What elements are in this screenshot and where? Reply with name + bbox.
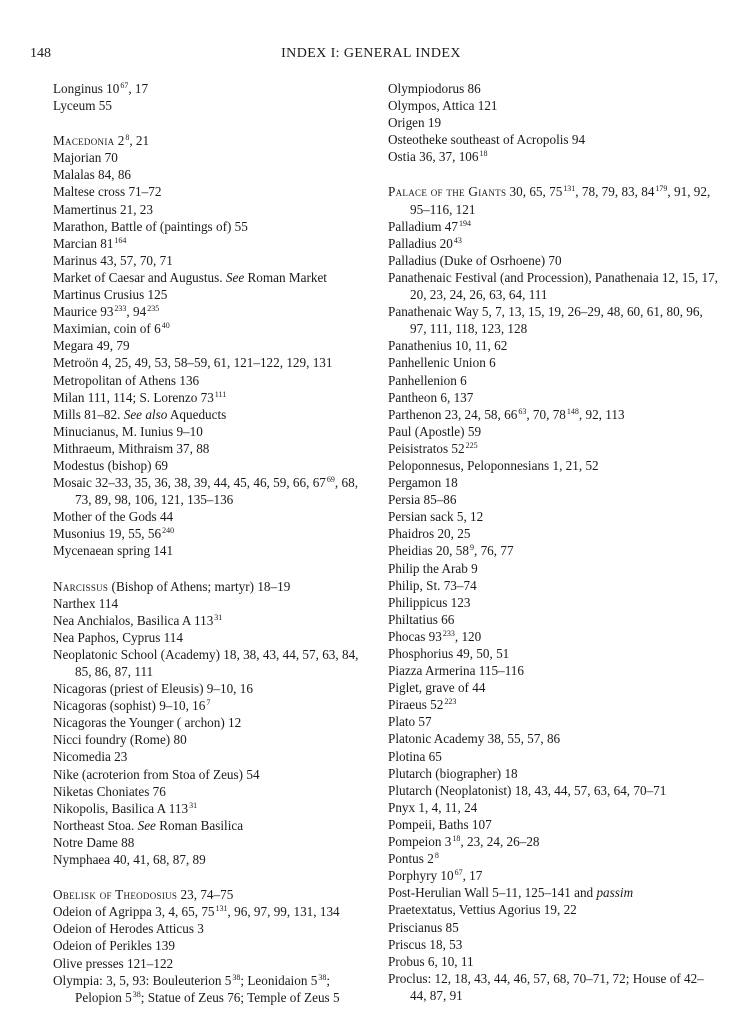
entry-text: Plutarch (Neoplatonist) 18, 43, 44, 57, 63, 64, 70–71	[388, 782, 667, 798]
entry-text: Probus 6, 10, 11	[388, 953, 474, 969]
entry-text: Nike (acroterion from Stoa of Zeus) 54	[53, 766, 260, 782]
index-entry	[388, 354, 718, 371]
entry-text: Palladius (Duke of Osrhoene) 70	[388, 252, 562, 268]
index-entry	[53, 166, 368, 183]
index-entry	[53, 731, 368, 748]
entry-text: Odeion of Perikles 139	[53, 938, 175, 954]
section-gap	[53, 114, 368, 132]
entry-text: Philip the Arab 9	[388, 560, 478, 576]
index-entry	[388, 765, 718, 782]
entry-text: Mosaic 32–33, 35, 36, 38, 39, 44, 45, 46, 59, 66, 67	[53, 475, 326, 491]
footnote-superscript: 38	[132, 989, 141, 999]
index-entry	[388, 235, 718, 252]
index-column-right	[388, 80, 718, 1004]
index-entry	[388, 303, 718, 337]
entry-text: 23, 74–75	[177, 887, 234, 903]
entry-text: ; Statue of Zeus 76; Temple of Zeus 5	[140, 989, 340, 1005]
entry-text: Mithraeum, Mithraism 37, 88	[53, 440, 210, 456]
index-entry	[53, 354, 368, 371]
index-entry	[53, 714, 368, 731]
index-entry	[53, 132, 368, 149]
entry-text: Marinus 43, 57, 70, 71	[53, 252, 173, 268]
entry-text: Panathenaic Way 5, 7, 13, 15, 19, 26–29, 48, 60, 61, 80, 96, 97, 111, 118, 123, 128	[388, 304, 703, 337]
index-entry	[53, 303, 368, 320]
index-entry	[53, 423, 368, 440]
section-gap	[53, 560, 368, 578]
index-entry	[388, 406, 718, 423]
index-entry	[388, 919, 718, 936]
entry-text: Philtatius 66	[388, 611, 455, 627]
entry-text: Odeion of Agrippa 3, 4, 65, 75	[53, 904, 215, 920]
footnote-superscript: 179	[655, 184, 668, 194]
entry-text: Mycenaean spring 141	[53, 543, 174, 559]
index-entry	[388, 611, 718, 628]
index-entry	[53, 474, 368, 508]
entry-text: Plotina 65	[388, 748, 442, 764]
italic-cross-reference: See also	[123, 406, 168, 422]
entry-text: Milan 111, 114; S. Lorenzo 73	[53, 389, 214, 405]
entry-text: Priscus 18, 53	[388, 936, 463, 952]
index-entry	[388, 748, 718, 765]
index-entry	[388, 679, 718, 696]
index-entry	[388, 970, 718, 1004]
footnote-superscript: 43	[453, 235, 462, 245]
index-entry	[53, 748, 368, 765]
entry-text: Piazza Armerina 115–116	[388, 663, 524, 679]
entry-text: Phaidros 20, 25	[388, 526, 471, 542]
index-entry	[53, 697, 368, 714]
letter-heading-term: Palace of the Giants	[388, 184, 507, 200]
entry-text: Pontus 2	[388, 851, 434, 867]
entry-text: Marcian 81	[53, 235, 114, 251]
entry-text: , 70, 78	[526, 406, 566, 422]
entry-text: Maurice 93	[53, 304, 114, 320]
entry-text: 2	[114, 133, 125, 149]
entry-text: , 21	[129, 133, 150, 149]
entry-text: Parthenon 23, 24, 58, 66	[388, 406, 518, 422]
entry-text: Roman Market	[244, 269, 327, 285]
entry-text: Panhellenic Union 6	[388, 355, 496, 371]
entry-text: Longinus 10	[53, 81, 120, 96]
footnote-superscript: 18	[479, 149, 488, 159]
entry-text: Northeast Stoa.	[53, 817, 138, 833]
footnote-superscript: 235	[147, 304, 160, 314]
index-entry	[53, 800, 368, 817]
entry-text: Nicagoras (sophist) 9–10, 16	[53, 698, 206, 714]
index-entry	[388, 901, 718, 918]
index-entry	[388, 97, 718, 114]
entry-text: Olympiodorus 86	[388, 81, 481, 96]
entry-text: Pompeion 3	[388, 834, 452, 850]
index-entry	[388, 782, 718, 799]
index-entry	[388, 491, 718, 508]
index-entry	[388, 850, 718, 867]
footnote-superscript: 233	[442, 628, 455, 638]
entry-text: , 68, 73, 89, 98, 106, 121, 135–136	[75, 475, 358, 508]
entry-text: Olive presses 121–122	[53, 955, 174, 971]
index-entry	[388, 131, 718, 148]
index-entry	[388, 696, 718, 713]
entry-text: Pheidias 20, 58	[388, 543, 469, 559]
index-entry	[388, 953, 718, 970]
letter-heading-term: Macedonia	[53, 133, 115, 149]
entry-text: Plutarch (biographer) 18	[388, 765, 518, 781]
entry-text: Martinus Crusius 125	[53, 287, 168, 303]
index-entry	[388, 730, 718, 747]
index-entry	[53, 440, 368, 457]
index-entry	[388, 183, 718, 217]
index-entry	[388, 389, 718, 406]
footnote-superscript: 31	[214, 612, 223, 622]
entry-text: Nymphaea 40, 41, 68, 87, 89	[53, 852, 206, 868]
footnote-superscript: 40	[161, 321, 170, 331]
entry-text: Palladius 20	[388, 235, 453, 251]
footnote-superscript: 67	[120, 81, 129, 90]
entry-text: Malalas 84, 86	[53, 167, 132, 183]
entry-text: (Bishop of Athens; martyr) 18–19	[108, 578, 291, 594]
entry-text: Aqueducts	[167, 406, 227, 422]
index-entry	[53, 595, 368, 612]
entry-text: Osteotheke southeast of Acropolis 94	[388, 132, 586, 148]
entry-text: Olympos, Attica 121	[388, 98, 498, 114]
entry-text: Phosphorius 49, 50, 51	[388, 646, 510, 661]
entry-text: Olympia: 3, 5, 93: Bouleuterion 5	[53, 972, 232, 988]
index-entry	[53, 508, 368, 525]
index-entry	[53, 903, 368, 920]
index-entry	[388, 269, 718, 303]
footnote-superscript: 240	[162, 526, 175, 536]
footnote-superscript: 38	[232, 972, 241, 982]
entry-text: Marathon, Battle of (paintings of) 55	[53, 218, 248, 234]
entry-text: Modestus (bishop) 69	[53, 457, 169, 473]
entry-text: Proclus: 12, 18, 43, 44, 46, 57, 68, 70–71, 72; House of 42–44, 87, 91	[388, 970, 704, 1003]
index-entry	[53, 149, 368, 166]
entry-text: Pergamon 18	[388, 475, 458, 491]
index-column-left	[53, 80, 368, 1006]
entry-text: , 23, 24, 26–28	[460, 834, 540, 850]
footnote-superscript: 111	[214, 389, 227, 399]
index-entry	[53, 457, 368, 474]
footnote-superscript: 18	[452, 834, 461, 844]
index-entry	[53, 886, 368, 903]
index-entry	[388, 713, 718, 730]
entry-text: Paul (Apostle) 59	[388, 423, 482, 439]
index-entry	[388, 474, 718, 491]
footnote-superscript: 164	[114, 235, 127, 245]
index-entry	[388, 440, 718, 457]
entry-text: Piraeus 52	[388, 697, 444, 713]
entry-text: , 17	[128, 81, 149, 96]
entry-text: Priscianus 85	[388, 919, 459, 935]
section-gap	[388, 165, 718, 183]
running-head: INDEX I: GENERAL INDEX	[281, 46, 461, 61]
entry-text: Maximian, coin of 6	[53, 321, 161, 337]
entry-text: Musonius 19, 55, 56	[53, 526, 162, 542]
index-entry	[53, 269, 368, 286]
entry-text: , 76, 77	[473, 543, 514, 559]
entry-text: Pompeii, Baths 107	[388, 816, 492, 832]
letter-heading-term: Obelisk of Theodosius	[53, 887, 178, 903]
entry-text: Nicagoras (priest of Eleusis) 9–10, 16	[53, 681, 253, 697]
entry-text: Porphyry 10	[388, 868, 454, 884]
index-entry	[388, 218, 718, 235]
index-entry	[388, 594, 718, 611]
index-entry	[53, 542, 368, 559]
entry-text: Market of Caesar and Augustus.	[53, 269, 226, 285]
footnote-superscript: 7	[206, 698, 211, 708]
entry-text: 30, 65, 75	[506, 184, 563, 200]
entry-text: Palladium 47	[388, 218, 458, 234]
index-entry	[388, 645, 718, 662]
entry-text: Ostia 36, 37, 106	[388, 149, 479, 165]
entry-text: Persian sack 5, 12	[388, 509, 484, 525]
entry-text: Nea Paphos, Cyprus 114	[53, 629, 183, 645]
index-entry	[53, 937, 368, 954]
index-entry	[53, 817, 368, 834]
index-entry	[388, 884, 718, 901]
index-entry	[388, 114, 718, 131]
italic-cross-reference: See	[137, 817, 156, 833]
footnote-superscript: 8	[125, 133, 130, 143]
entry-text: Nea Anchialos, Basilica A 113	[53, 612, 214, 628]
entry-text: , 91, 92, 95–116, 121	[410, 184, 711, 217]
entry-text: Roman Basilica	[155, 817, 244, 833]
entry-text: Pnyx 1, 4, 11, 24	[388, 799, 478, 815]
index-entry	[388, 577, 718, 594]
section-gap	[53, 868, 368, 886]
entry-text: Philip, St. 73–74	[388, 577, 477, 593]
index-entry	[388, 936, 718, 953]
footnote-superscript: 194	[458, 218, 471, 228]
index-entry	[388, 560, 718, 577]
index-entry	[388, 662, 718, 679]
entry-text: , 78, 79, 83, 84	[575, 184, 655, 200]
index-entry	[388, 833, 718, 850]
index-entry	[388, 423, 718, 440]
index-entry	[53, 406, 368, 423]
entry-text: Odeion of Herodes Atticus 3	[53, 921, 204, 937]
footnote-superscript: 63	[518, 406, 527, 416]
footnote-superscript: 131	[215, 904, 228, 914]
entry-text: Megara 49, 79	[53, 338, 130, 354]
index-entry	[388, 508, 718, 525]
index-entry	[53, 80, 368, 97]
entry-text: Post-Herulian Wall 5–11, 125–141 and	[388, 885, 597, 901]
index-entry	[53, 183, 368, 200]
index-entry	[53, 235, 368, 252]
entry-text: Philippicus 123	[388, 594, 471, 610]
entry-text: Platonic Academy 38, 55, 57, 86	[388, 731, 561, 747]
index-entry	[53, 389, 368, 406]
letter-heading-term: Narcissus	[53, 578, 109, 594]
entry-text: Praetextatus, Vettius Agorius 19, 22	[388, 902, 577, 918]
index-entry	[53, 252, 368, 269]
index-entry	[53, 286, 368, 303]
footnote-superscript: 223	[444, 697, 457, 707]
index-entry	[53, 955, 368, 972]
index-entry	[388, 867, 718, 884]
index-entry	[53, 766, 368, 783]
index-entry	[53, 525, 368, 542]
entry-text: Majorian 70	[53, 150, 118, 166]
footnote-superscript: 67	[454, 868, 463, 878]
index-entry	[53, 851, 368, 868]
entry-text: Nicomedia 23	[53, 749, 128, 765]
entry-text: ; Leonidaion 5	[240, 972, 318, 988]
footnote-superscript: 225	[465, 440, 478, 450]
entry-text: Nicagoras the Younger ( archon) 12	[53, 715, 242, 731]
index-entry	[388, 80, 718, 97]
entry-text: Origen 19	[388, 115, 442, 131]
entry-text: Metropolitan of Athens 136	[53, 372, 200, 388]
entry-text: Lyceum 55	[53, 98, 112, 114]
entry-text: , 94	[126, 304, 147, 320]
index-entry	[53, 578, 368, 595]
entry-text: , 92, 113	[578, 406, 625, 422]
entry-text: Narthex 114	[53, 595, 119, 611]
index-entry	[53, 97, 368, 114]
index-entry	[53, 372, 368, 389]
index-entry	[53, 612, 368, 629]
entry-text: , 96, 97, 99, 131, 134	[227, 904, 340, 920]
index-entry	[388, 252, 718, 269]
entry-text: Niketas Choniates 76	[53, 783, 166, 799]
entry-text: Nicci foundry (Rome) 80	[53, 732, 187, 748]
footnote-superscript: 38	[318, 972, 327, 982]
entry-text: Phocas 93	[388, 628, 442, 644]
entry-text: Metroön 4, 25, 49, 53, 58–59, 61, 121–122, 129, 131	[53, 355, 333, 371]
entry-text: Mills 81–82.	[53, 406, 124, 422]
entry-text: Peloponnesus, Peloponnesians 1, 21, 52	[388, 457, 599, 473]
entry-text: Panathenius 10, 11, 62	[388, 338, 508, 354]
index-entry	[53, 337, 368, 354]
entry-text: Mother of the Gods 44	[53, 509, 174, 525]
index-entry	[53, 629, 368, 646]
index-entry	[388, 542, 718, 559]
footnote-superscript: 9	[469, 543, 474, 553]
index-entry	[53, 920, 368, 937]
index-entry	[388, 628, 718, 645]
entry-text: Persia 85–86	[388, 492, 457, 508]
entry-text: Nikopolis, Basilica A 113	[53, 800, 189, 816]
index-entry	[388, 148, 718, 165]
entry-text: , 17	[462, 868, 483, 884]
entry-text: Pantheon 6, 137	[388, 389, 474, 405]
entry-text: ; Pelopion 5	[75, 972, 330, 1005]
footnote-superscript: 8	[434, 851, 439, 861]
page-number: 148	[30, 46, 51, 61]
entry-text: Piglet, grave of 44	[388, 680, 486, 696]
entry-text: Mamertinus 21, 23	[53, 201, 153, 217]
entry-text: Panathenaic Festival (and Procession), Panathenaia 12, 15, 17, 20, 23, 24, 26, 63, 64, 111	[388, 269, 718, 303]
footnote-superscript: 31	[189, 800, 198, 810]
index-entry	[53, 783, 368, 800]
index-entry	[53, 834, 368, 851]
index-entry	[53, 680, 368, 697]
footnote-superscript: 233	[114, 304, 127, 314]
entry-text: Plato 57	[388, 714, 432, 730]
entry-text: Neoplatonic School (Academy) 18, 38, 43, 44, 57, 63, 84, 85, 86, 87, 111	[53, 646, 359, 679]
entry-text: Notre Dame 88	[53, 834, 135, 850]
footnote-superscript: 69	[326, 475, 335, 485]
entry-text: , 120	[454, 628, 482, 644]
italic-cross-reference: passim	[596, 885, 634, 901]
index-entry	[388, 816, 718, 833]
footnote-superscript: 148	[566, 406, 579, 416]
index-entry	[388, 337, 718, 354]
index-entry	[53, 972, 368, 1006]
index-entry	[388, 799, 718, 816]
index-entry	[53, 646, 368, 680]
entry-text: Panhellenion 6	[388, 372, 467, 388]
index-entry	[388, 372, 718, 389]
index-entry	[53, 218, 368, 235]
entry-text: Minucianus, M. Iunius 9–10	[53, 423, 203, 439]
index-entry	[53, 201, 368, 218]
italic-cross-reference: See	[225, 269, 245, 285]
index-entry	[388, 457, 718, 474]
index-entry	[53, 320, 368, 337]
entry-text: Maltese cross 71–72	[53, 184, 162, 200]
index-entry	[388, 525, 718, 542]
entry-text: Peisistratos 52	[388, 440, 465, 456]
footnote-superscript: 131	[563, 184, 576, 194]
